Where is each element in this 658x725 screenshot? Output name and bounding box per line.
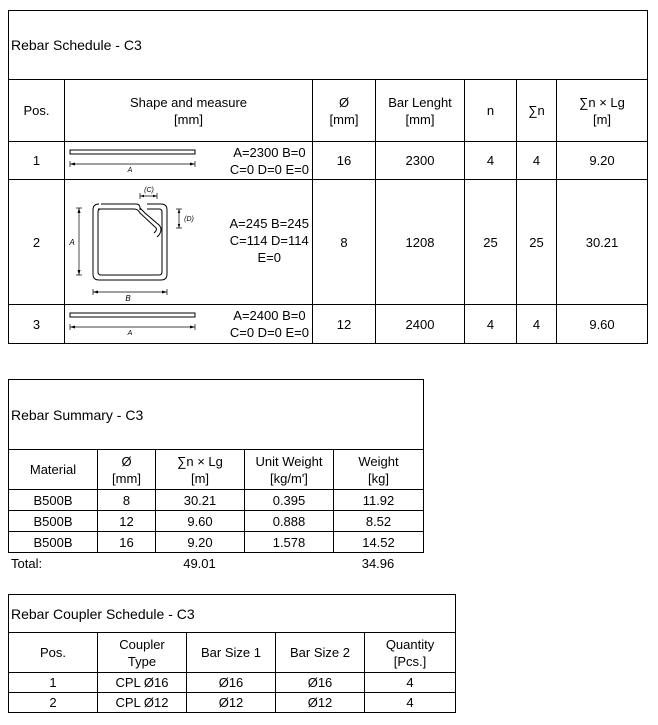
row-weight: 8.52 <box>334 511 424 532</box>
header-n: n <box>465 80 517 142</box>
summary-title: Rebar Summary - C3 <box>9 380 424 450</box>
row-pos: 2 <box>9 693 98 713</box>
row-measure: A=2300 B=0 C=0 D=0 E=0 <box>229 145 309 177</box>
header-sum-nlg: ∑n × Lg [m] <box>557 80 648 142</box>
row-material: B500B <box>9 532 98 553</box>
row-unit-weight: 0.888 <box>245 511 334 532</box>
table-row <box>9 693 456 713</box>
header-unit-weight: Unit Weight [kg/m'] <box>245 450 334 490</box>
row-diameter: 12 <box>313 305 376 344</box>
row-weight: 11.92 <box>334 490 424 511</box>
row-n: 4 <box>465 305 517 344</box>
row-bar-size-2: Ø16 <box>276 673 365 693</box>
summary-total-label: Total: <box>11 556 43 571</box>
rebar-schedule-table <box>8 10 648 344</box>
row-material: B500B <box>9 490 98 511</box>
summary-total-weight: 34.96 <box>361 556 395 571</box>
row-unit-weight: 0.395 <box>245 490 334 511</box>
row-sum-n: 4 <box>517 142 557 180</box>
row-diameter: 16 <box>98 532 156 553</box>
table-row <box>9 532 424 553</box>
summary-total-length: 49.01 <box>183 556 216 571</box>
shape-cell <box>65 305 313 344</box>
header-material: Material <box>9 450 98 490</box>
header-bar-size-2: Bar Size 2 <box>276 633 365 673</box>
row-n: 4 <box>465 142 517 180</box>
row-bar-size-1: Ø12 <box>187 693 276 713</box>
row-bar-length: 1208 <box>376 180 465 305</box>
table-row <box>9 142 648 180</box>
header-diameter: Ø [mm] <box>313 80 376 142</box>
dimension-label-d: (D) <box>184 216 194 223</box>
row-sum-nlg: 9.60 <box>156 511 245 532</box>
row-measure: A=245 B=245 C=114 D=114 E=0 <box>229 216 309 265</box>
row-coupler-type: CPL Ø12 <box>98 693 187 713</box>
header-coupler-type: Coupler Type <box>98 633 187 673</box>
row-sum-n: 4 <box>517 305 557 344</box>
header-sum-n: ∑n <box>517 80 557 142</box>
dimension-label-a: A <box>69 238 75 247</box>
header-pos: Pos. <box>9 633 98 673</box>
row-sum-nlg: 30.21 <box>156 490 245 511</box>
row-pos: 1 <box>9 142 65 180</box>
row-sum-nlg: 30.21 <box>557 180 648 305</box>
row-pos: 3 <box>9 305 65 344</box>
header-shape: Shape and measure [mm] <box>65 80 313 142</box>
header-weight: Weight [kg] <box>334 450 424 490</box>
row-bar-size-1: Ø16 <box>187 673 276 693</box>
row-weight: 14.52 <box>334 532 424 553</box>
row-sum-nlg: 9.20 <box>156 532 245 553</box>
row-material: B500B <box>9 511 98 532</box>
row-sum-nlg: 9.60 <box>557 305 648 344</box>
header-quantity: Quantity [Pcs.] <box>365 633 456 673</box>
shape-cell <box>65 180 313 305</box>
header-bar-length: Bar Lenght [mm] <box>376 80 465 142</box>
row-n: 25 <box>465 180 517 305</box>
coupler-schedule-table <box>8 594 456 713</box>
row-diameter: 8 <box>313 180 376 305</box>
row-coupler-type: CPL Ø16 <box>98 673 187 693</box>
dimension-label-b: B <box>125 294 131 303</box>
table-row <box>9 673 456 693</box>
row-sum-n: 25 <box>517 180 557 305</box>
row-unit-weight: 1.578 <box>245 532 334 553</box>
rebar-summary-table <box>8 379 424 553</box>
dimension-label-c: (C) <box>144 187 154 194</box>
header-bar-size-1: Bar Size 1 <box>187 633 276 673</box>
row-bar-length: 2300 <box>376 142 465 180</box>
table-row <box>9 305 648 344</box>
row-measure: A=2400 B=0 C=0 D=0 E=0 <box>229 308 309 340</box>
dimension-label-a: A <box>127 167 133 174</box>
row-sum-nlg: 9.20 <box>557 142 648 180</box>
header-diameter: Ø [mm] <box>98 450 156 490</box>
row-pos: 1 <box>9 673 98 693</box>
row-diameter: 12 <box>98 511 156 532</box>
shape-cell <box>65 142 313 180</box>
table-row <box>9 511 424 532</box>
header-pos: Pos. <box>9 80 65 142</box>
coupler-title: Rebar Coupler Schedule - C3 <box>9 595 456 633</box>
row-diameter: 16 <box>313 142 376 180</box>
dimension-label-a: A <box>127 330 133 337</box>
row-quantity: 4 <box>365 673 456 693</box>
schedule-title: Rebar Schedule - C3 <box>9 11 648 80</box>
row-pos: 2 <box>9 180 65 305</box>
row-quantity: 4 <box>365 693 456 713</box>
row-diameter: 8 <box>98 490 156 511</box>
row-bar-length: 2400 <box>376 305 465 344</box>
header-sum-nlg: ∑n × Lg [m] <box>156 450 245 490</box>
table-row <box>9 490 424 511</box>
row-bar-size-2: Ø12 <box>276 693 365 713</box>
table-row <box>9 180 648 305</box>
